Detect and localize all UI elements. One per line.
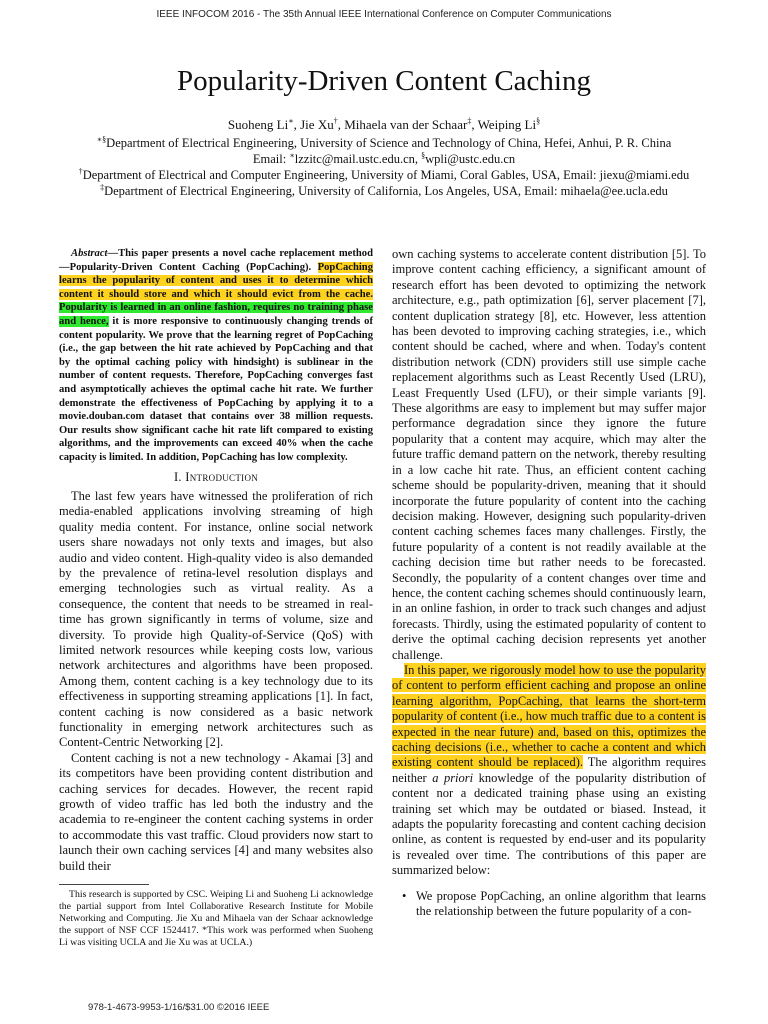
list-item [402,888,706,920]
author-name: , Mihaela van der Schaar [337,117,468,132]
highlight-yellow: In this paper, we rigorously model how to use the popularity of content to perform efficient caching and propose an online learning algorithm, PopCaching, that learns the short-term popularity of content (i.e., how much traffic due to a content is expected in the near future) and, based on this, optimizes the caching decisions (i.e., whether to cache a content and which existing content should be replaced). [392,662,706,770]
email-address: wpli@ustc.edu.cn [425,152,516,166]
email-mark: § [421,150,426,160]
author-name: Suoheng Li [227,117,289,132]
left-column [59,247,373,949]
italic-text: a priori [432,770,474,785]
abstract-label: Abstract [71,248,108,259]
list-item-text: We propose PopCaching, an online algorithm that learns the relationship between the future popularity of a con- [416,888,706,919]
footnote-divider [59,884,149,885]
copyright-footer: 978-1-4673-9953-1/16/$31.00 ©2016 IEEE [88,1002,270,1013]
author-mark: † [333,116,338,126]
right-column [392,247,706,919]
affiliation-ustc [0,135,768,151]
affiliation-text: Department of Electrical Engineering, University of Science and Technology of China, Hefei, Anhui, P. R. China [106,136,672,150]
affiliation-ustc-email [0,151,768,167]
email-label: Email: [252,152,290,166]
abstract-intro: This paper presents a novel cache replacement method—Popularity-Driven Content Caching (PopCaching). [59,248,373,273]
abstract-dash: — [107,248,119,259]
abstract-rest: it is more responsive to continuously changing trends of content popularity. We prove that the learning regret of PopCaching (i.e., the gap between the hit rate achieved by PopCaching and that by the optimal caching policy with hindsight) is sublinear in the number of content requests. Therefore, PopCaching converges fast and asymptotically achieves the optimal cache hit rate. We further demonstrate the effectiveness of PopCaching by applying it to a movie.douban.com dataset that contains over 38 million requests. Our results show significant cache hit rate lift compared to existing algorithms, and the improvements can exceed 40% when the cache capacity is limited. In addition, PopCaching has low complexity. [59,315,373,463]
paragraph-text: knowledge of the popularity distribution of content nor a dedicated training phase using an existing training set which may be outdated or biased. Instead, it adapts the popularity forecasting and content caching decision online, as content is requested by end-user and its popularity is revealed over time. The contributions of this paper are summarized below: [392,770,706,878]
affiliation-text: Department of Electrical Engineering, University of California, Los Angeles, USA, Email: mihaela@ee.ucla.edu [104,184,668,198]
section-title: Introduction [185,469,259,484]
right-paragraph-2 [392,663,706,879]
author-mark: ‡ [467,116,472,126]
intro-paragraph-2: Content caching is not a new technology - Akamai [3] and its competitors have been providing content distribution and caching services for decades. However, the recent rapid growth of video traffic has led both the industry and the academia to re-engineer the content caching systems in order to accommodate this vast traffic. Cloud providers now start to launch their own caching services [4] and many websites also build their [59,750,373,873]
funding-footnote: This research is supported by CSC. Weiping Li and Suoheng Li acknowledge the partial support from Intel Collaborative Research Institute for Mobile Networking and Computing. Jie Xu and Mihaela van der Schaar acknowledge the support of NSF CCF 1524417. *This work was performed when Suoheng Li was visiting UCLA and Jie Xu was at UCLA.) [59,889,373,949]
author-mark: § [536,116,541,126]
abstract-highlight-yellow: PopCaching learns the popularity of content and uses it to determine which content it should store and which it should evict from the cache. [59,261,373,300]
conference-header: IEEE INFOCOM 2016 - The 35th Annual IEEE International Conference on Computer Communications [156,9,612,20]
affiliation-ucla [0,183,768,199]
section-number: I. [173,469,182,484]
intro-paragraph-1: The last few years have witnessed the proliferation of rich media-enabled applications involving streaming of high quality media content. For instance, online social network users share nowadays not only texts and images, but also audio and video content. High-quality video is also demanded by the prevalence of retina-level resolution displays and emerging technologies such as virtual reality. As a consequence, the content that needs to be streamed in real-time has grown significantly in terms of volume, size and diversity. To provide high Quality-of-Service (QoS) with limited network resources while keeping costs low, various network architectures and algorithms have been proposed. Among them, content caching is a key technology due to its effectiveness in supporting streaming applications [1]. In fact, content caching is now considered as a basic network functionality in emerging network architectures such as Content-Centric Networking [2]. [59,488,373,750]
affiliation-text: Department of Electrical and Computer Engineering, University of Miami, Coral Gables, USA, Email: jiexu@miami.edu [82,168,690,182]
affiliation-mark: ‡ [100,182,105,192]
author-mark: ∗ [288,116,294,126]
contributions-list [392,889,706,920]
affiliation-mark: † [78,166,83,176]
email-address: lzzitc@mail.ustc.edu.cn, [294,152,422,166]
author-name: , Jie Xu [293,117,334,132]
author-list [0,116,768,133]
affiliation-mark: ∗§ [96,134,107,144]
bullet-icon: • [402,888,407,903]
paragraph-text: The algorithm requires neither [392,755,706,785]
section-heading-introduction [59,470,373,485]
right-paragraph-1: own caching systems to accelerate content distribution [5]. To improve content caching efficiency, a significant amount of research effort has been devoted to optimizing the network architecture, e.g., path optimization [6], server placement [7], content duplication strategy [8], etc. However, less attention has been devoted to improving caching strategies, i.e., which content should be cached, where and when. Today's content distribution network (CDN) providers still use simple cache replacement algorithms such as Least Recently Used (LRU), Least Frequently Used (LFU), or their simple variants [9]. These algorithms are easy to implement but may suffer major performance degradation since they ignore the future popularity that a content may acquire, which may alter the future traffic demand pattern on the network, thereby resulting in a low cache hit rate. Thus, an efficient content caching scheme should be popularity-driven, meaning that it should incorporate the future popularity of content into the caching decision making. However, designing such popularity-driven content caching schemes faces many challenges. Firstly, the future popularity of a content is not readily available at the caching decision time but rather needs to be forecasted. Secondly, the popularity of a content changes over time and hence, the content caching schemes should continuously learn, in an online fashion, in order to track such changes and adjust forecasts. Thirdly, using the estimated popularity of content to derive the optimal caching decision represents yet another challenge. [392,247,706,662]
paper-title: Popularity-Driven Content Caching [177,65,591,97]
email-mark: ∗ [289,150,295,160]
affiliation-miami [0,167,768,183]
abstract [59,247,373,465]
abstract-highlight-green: Popularity is learned in an online fashion, requires no training phase and hence, [59,302,373,327]
author-name: , Weiping Li [471,117,537,132]
